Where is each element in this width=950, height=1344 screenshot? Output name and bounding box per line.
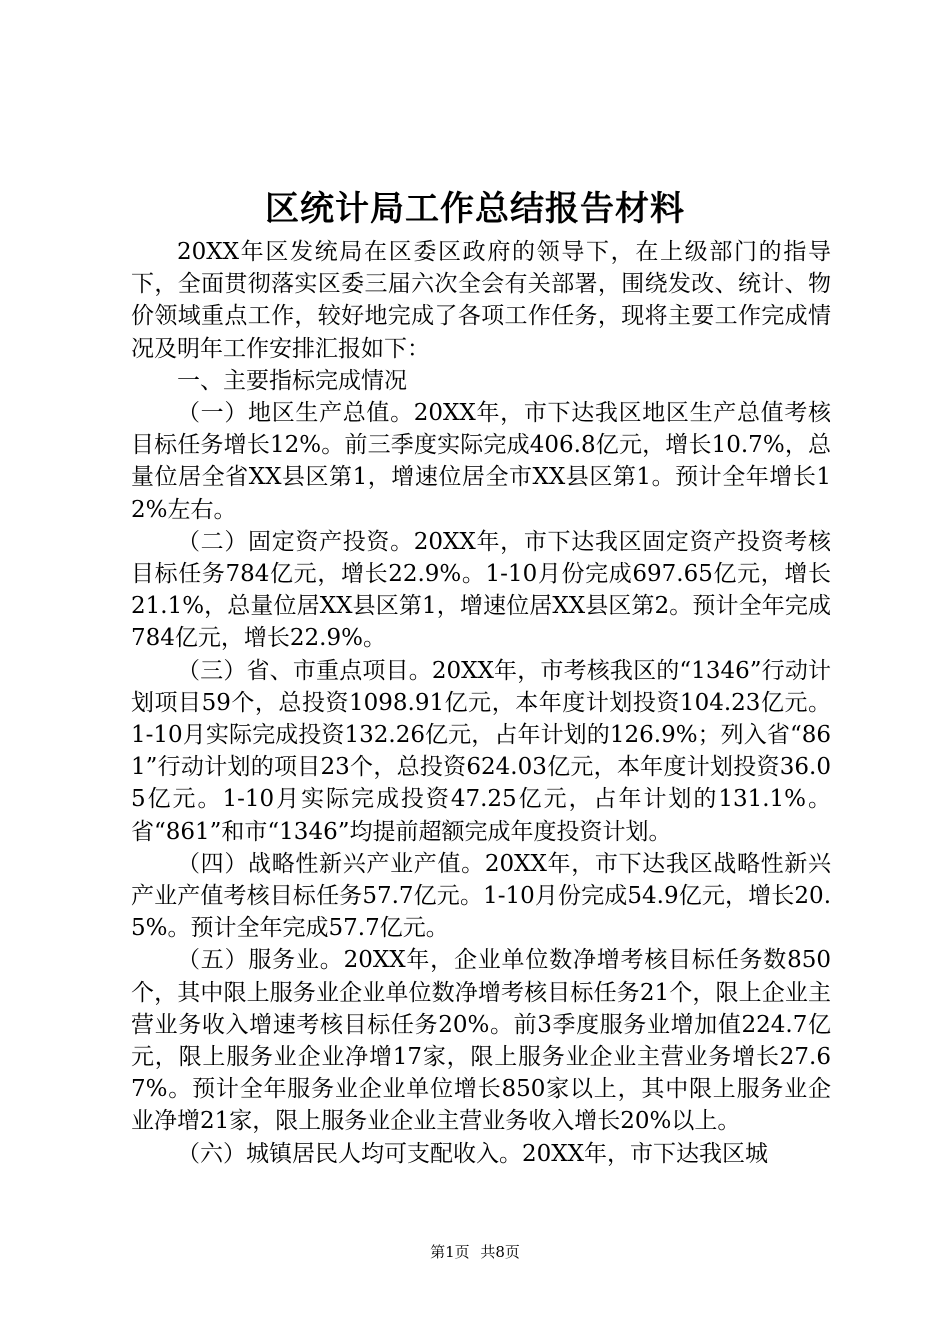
document-body [131, 236, 831, 1170]
paragraph-key-projects: （三）省、市重点项目。20XX年，市考核我区的“1346”行动计划项目59个，总投资1098.91亿元，本年度计划投资104.23亿元。1-10月实际完成投资132.26亿元，占年计划的126.9%；列入省“861”行动计划的项目23个，总投资624.03亿元，本年度计划投资36.05亿元。1-10月实际完成投资47.25亿元，占年计划的131.1%。省“861”和市“1346”均提前超额完成年度投资计划。 [131, 657, 831, 845]
page-total: 共8页 [480, 1243, 520, 1261]
document-title: 区统计局工作总结报告材料 [265, 189, 685, 229]
paragraph-gdp: （一）地区生产总值。20XX年，市下达我区地区生产总值考核目标任务增长12%。前三季度实际完成406.8亿元，增长10.7%，总量位居全省XX县区第1，增速位居全市XX县区第1。预计全年增长12%左右。 [131, 400, 831, 523]
paragraph-income: （六）城镇居民人均可支配收入。20XX年，市下达我区城 [177, 1140, 769, 1167]
intro-paragraph: 20XX年区发统局在区委区政府的领导下，在上级部门的指导下，全面贯彻落实区委三届六次全会有关部署，围绕发改、统计、物价领域重点工作，较好地完成了各项工作任务，现将主要工作完成情况及明年工作安排汇报如下： [131, 239, 831, 362]
paragraph-fixed-asset-investment: （二）固定资产投资。20XX年，市下达我区固定资产投资考核目标任务784亿元，增长22.9%。1-10月份完成697.65亿元，增长21.1%，总量位居XX县区第1，增速位居XX县区第2。预计全年完成784亿元，增长22.9%。 [131, 528, 831, 652]
section-heading: 一、主要指标完成情况 [177, 367, 407, 394]
page-footer [0, 1242, 950, 1262]
paragraph-services: （五）服务业。20XX年，企业单位数净增考核目标任务数850个，其中限上服务业企业单位数净增考核目标任务21个，限上企业主营业务收入增速考核目标任务20%。前3季度服务业增加值224.7亿元，限上服务业企业净增17家，限上服务业企业主营业务增长27.67%。预计全年服务业企业单位增长850家以上，其中限上服务业企业净增21家，限上服务业企业主营业务收入增长20%以上。 [131, 947, 831, 1135]
page-number: 第1页 [430, 1243, 470, 1261]
paragraph-emerging-industries: （四）战略性新兴产业产值。20XX年，市下达我区战略性新兴产业产值考核目标任务57.7亿元。1-10月份完成54.9亿元，增长20.5%。预计全年完成57.7亿元。 [131, 850, 831, 942]
